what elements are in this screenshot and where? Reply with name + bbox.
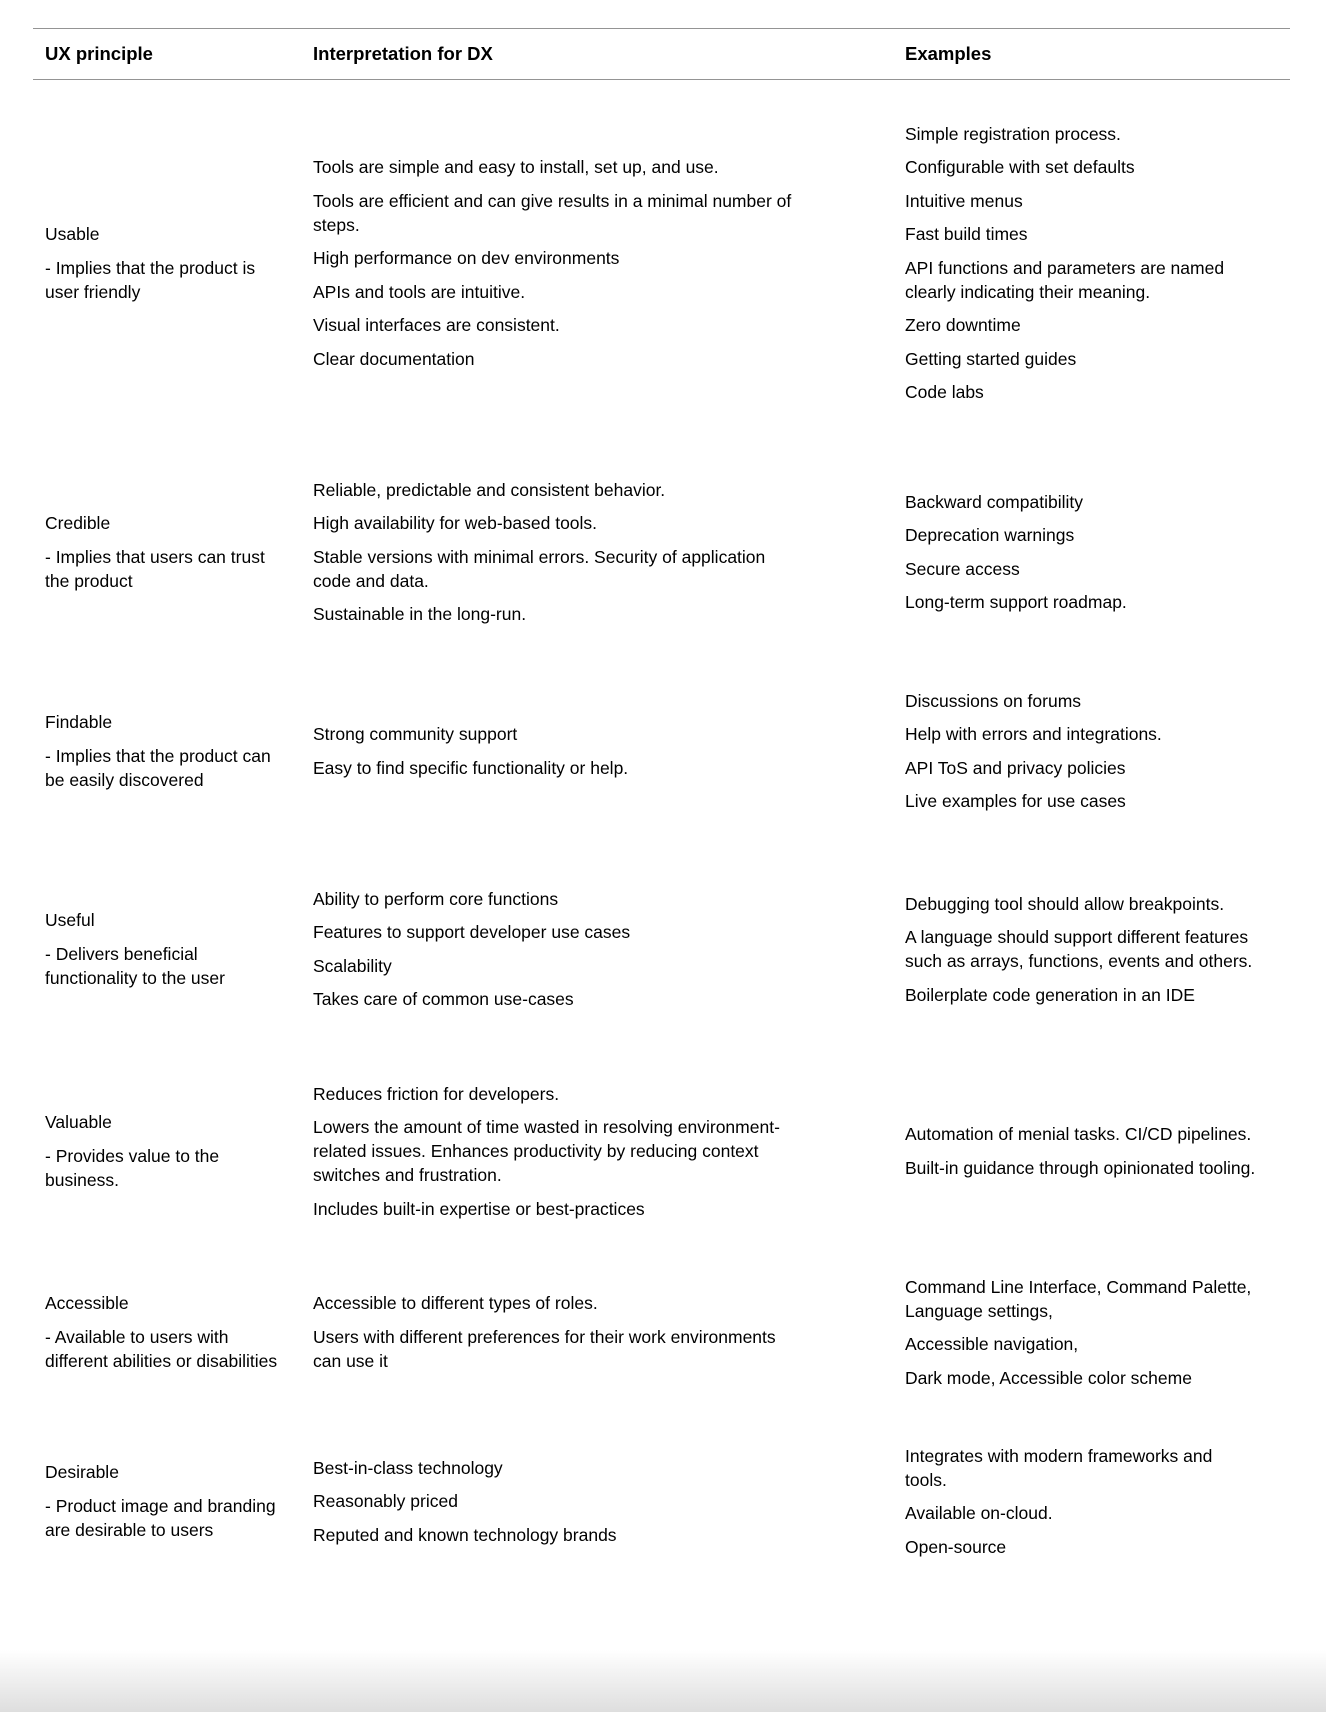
examples-cell <box>905 1444 1257 1559</box>
examples-cell <box>905 1122 1257 1180</box>
table-cell-paragraph: Reasonably priced <box>313 1491 458 1511</box>
table-cell-paragraph: Scalability <box>313 955 392 976</box>
examples-cell <box>905 892 1257 1007</box>
principle-description: - Implies that the product can be easily discovered <box>45 745 271 790</box>
table-row-valuable <box>33 1054 1290 1248</box>
table-cell-paragraph: Open-source <box>905 1536 1007 1557</box>
table-cell-paragraph: Users with different preferences for their work environments can use it <box>313 1326 776 1371</box>
principle-description: - Implies that users can trust the product <box>45 546 265 591</box>
table-cell-paragraph: Includes built-in expertise or best-practices <box>313 1198 645 1219</box>
interpretation-cell <box>313 1291 803 1373</box>
table-cell-paragraph: Reduces friction for developers. <box>313 1083 560 1104</box>
table-cell-paragraph: Tools are efficient and can give results in a minimal number of steps. <box>313 190 792 235</box>
principle-cell <box>33 1110 285 1192</box>
table-cell-paragraph: Lowers the amount of time wasted in resolving environment-related issues. Enhances productivity by reducing context switches and frustration. <box>313 1117 780 1185</box>
table-cell-paragraph: Deprecation warnings <box>905 525 1075 546</box>
principle-description: - Delivers beneficial functionality to the user <box>45 943 225 988</box>
table-cell-paragraph: Help with errors and integrations. <box>905 724 1162 745</box>
examples-cell <box>905 122 1257 405</box>
interpretation-cell <box>313 478 803 627</box>
table-cell-paragraph: Boilerplate code generation in an IDE <box>905 984 1195 1005</box>
table-cell-paragraph: Best-in-class technology <box>313 1457 503 1478</box>
principle-name: Desirable <box>45 1462 119 1483</box>
principle-name: Useful <box>45 910 95 931</box>
table-cell-paragraph: Code labs <box>905 382 984 403</box>
principle-cell <box>33 1460 285 1542</box>
principle-name: Usable <box>45 224 100 245</box>
examples-cell <box>905 1275 1257 1390</box>
table-cell-paragraph: High performance on dev environments <box>313 248 620 269</box>
table-cell-paragraph: Backward compatibility <box>905 491 1083 512</box>
table-cell-paragraph: Debugging tool should allow breakpoints. <box>905 893 1225 914</box>
table-row-findable <box>33 658 1290 844</box>
table-cell-paragraph: Long-term support roadmap. <box>905 592 1127 613</box>
principle-cell <box>33 1291 285 1373</box>
interpretation-cell <box>313 1456 803 1547</box>
table-cell-paragraph: A language should support different features such as arrays, functions, events and others. <box>905 927 1253 971</box>
table-cell-paragraph: Sustainable in the long-run. <box>313 604 527 625</box>
principle-description: - Product image and branding are desirable to users <box>45 1495 276 1540</box>
table-cell-paragraph: Takes care of common use-cases <box>313 989 574 1010</box>
table-row-credible <box>33 446 1290 658</box>
table-cell-paragraph: Ability to perform core functions <box>313 888 559 909</box>
table-header-row <box>33 28 1290 80</box>
principle-cell <box>33 222 285 304</box>
table-row-desirable <box>33 1416 1290 1586</box>
principle-description: - Provides value to the business. <box>45 1145 220 1190</box>
table-cell-paragraph: Fast build times <box>905 224 1028 245</box>
interpretation-cell <box>313 1082 803 1221</box>
table-cell-paragraph: Clear documentation <box>313 348 475 369</box>
examples-cell <box>905 689 1257 814</box>
table-cell-paragraph: Easy to find specific functionality or help. <box>313 757 629 778</box>
table-cell-paragraph: Dark mode, Accessible color scheme <box>905 1367 1192 1388</box>
table-cell-paragraph: Integrates with modern frameworks and tools. <box>905 1445 1213 1490</box>
table-cell-paragraph: Tools are simple and easy to install, set up, and use. <box>313 157 719 178</box>
table-cell-paragraph: API ToS and privacy policies <box>905 757 1126 778</box>
principle-cell <box>33 511 285 593</box>
table-row-usable <box>33 80 1290 446</box>
principle-name: Accessible <box>45 1293 129 1314</box>
table-cell-paragraph: Visual interfaces are consistent. <box>313 315 560 336</box>
table-cell-paragraph: Intuitive menus <box>905 190 1023 211</box>
bottom-scroll-fade <box>0 1650 1326 1712</box>
table-row-useful <box>33 844 1290 1054</box>
table-cell-paragraph: Automation of menial tasks. CI/CD pipelines. <box>905 1124 1252 1145</box>
interpretation-cell <box>313 887 803 1012</box>
table-cell-paragraph: API functions and parameters are named clearly indicating their meaning. <box>905 257 1225 302</box>
principle-name: Valuable <box>45 1112 112 1133</box>
principle-name: Findable <box>45 712 113 733</box>
table-cell-paragraph: Accessible navigation, <box>905 1334 1079 1354</box>
principle-cell <box>33 908 285 990</box>
principle-description: - Available to users with different abilities or disabilities <box>45 1326 278 1371</box>
header-examples: Examples <box>905 43 992 64</box>
table-cell-paragraph: Strong community support <box>313 724 518 745</box>
ux-dx-table <box>33 28 1290 1586</box>
table-cell-paragraph: Secure access <box>905 558 1020 579</box>
interpretation-cell <box>313 722 803 780</box>
table-cell-paragraph: High availability for web-based tools. <box>313 513 598 534</box>
table-cell-paragraph: Available on-cloud. <box>905 1503 1053 1523</box>
header-interpretation-for-dx: Interpretation for DX <box>313 43 493 64</box>
principle-cell <box>33 710 285 792</box>
examples-cell <box>905 490 1257 615</box>
table-cell-paragraph: Zero downtime <box>905 315 1021 336</box>
table-cell-paragraph: Discussions on forums <box>905 690 1082 711</box>
table-cell-paragraph: Live examples for use cases <box>905 791 1126 812</box>
principle-description: - Implies that the product is user friendly <box>45 257 256 302</box>
table-cell-paragraph: Reputed and known technology brands <box>313 1524 617 1545</box>
table-cell-paragraph: Accessible to different types of roles. <box>313 1293 598 1314</box>
table-row-accessible <box>33 1248 1290 1416</box>
table-cell-paragraph: Stable versions with minimal errors. Security of application code and data. <box>313 546 766 591</box>
table-cell-paragraph: Command Line Interface, Command Palette, Language settings, <box>905 1276 1252 1321</box>
table-cell-paragraph: Reliable, predictable and consistent behavior. <box>313 479 666 500</box>
interpretation-cell <box>313 155 803 371</box>
table-cell-paragraph: Built-in guidance through opinionated tooling. <box>905 1157 1256 1178</box>
table-cell-paragraph: Getting started guides <box>905 348 1077 369</box>
table-cell-paragraph: APIs and tools are intuitive. <box>313 281 526 302</box>
principle-name: Credible <box>45 513 111 534</box>
table-cell-paragraph: Simple registration process. <box>905 123 1121 144</box>
table-cell-paragraph: Configurable with set defaults <box>905 157 1135 178</box>
header-ux-principle: UX principle <box>45 43 153 64</box>
table-cell-paragraph: Features to support developer use cases <box>313 922 631 943</box>
